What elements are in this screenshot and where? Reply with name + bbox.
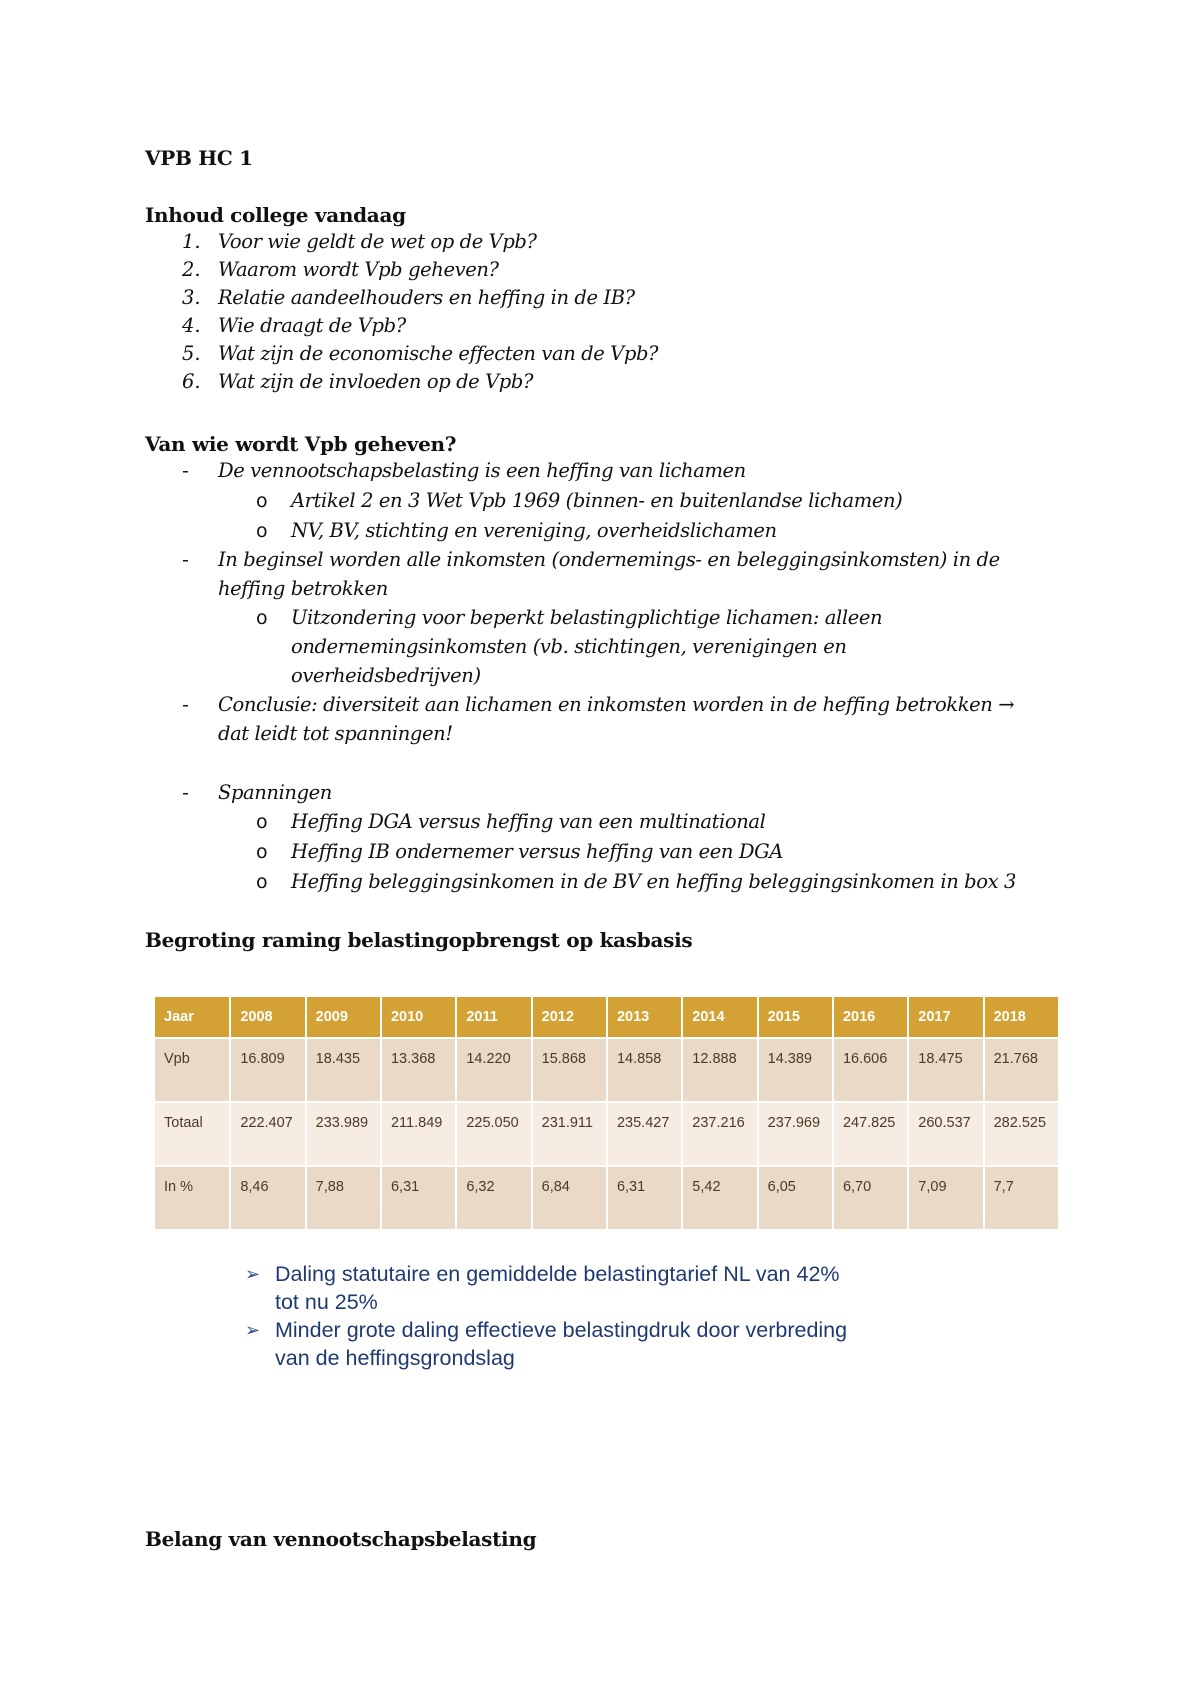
slide-bullet-item [245, 1260, 847, 1316]
circle-bullet: o [256, 490, 268, 512]
list-text: Wat zijn de economische effecten van de Vpb? [218, 342, 659, 365]
table-cell: 18.435 [306, 1038, 381, 1102]
table-cell: 5,42 [682, 1166, 757, 1229]
table-header-cell: 2014 [682, 997, 757, 1038]
table-cell: 14.220 [456, 1038, 531, 1102]
table-cell: 6,05 [758, 1166, 833, 1229]
table-cell: 247.825 [833, 1102, 908, 1166]
dash-bullet: - [182, 549, 189, 571]
table-header-cell: 2010 [381, 997, 456, 1038]
arrow-bullet-icon: ➢ [245, 1320, 261, 1340]
budget-heading: Begroting raming belastingopbrengst op kasbasis [145, 928, 693, 952]
table-cell: 7,7 [984, 1166, 1059, 1229]
table-cell: 282.525 [984, 1102, 1059, 1166]
slide-bullet-text-continuation: van de heffingsgrondslag [275, 1346, 515, 1370]
table-header-cell: 2018 [984, 997, 1059, 1038]
dash-bullet: - [182, 694, 189, 716]
table-cell: 6,31 [607, 1166, 682, 1229]
sub-bullet-text: Heffing IB ondernemer versus heffing van een DGA [291, 840, 783, 863]
sub-bullet-text: Heffing beleggingsinkomen in de BV en heffing beleggingsinkomen in box 3 [291, 870, 1016, 893]
table-header-cell: 2012 [532, 997, 607, 1038]
list-number: 4. [182, 314, 201, 337]
table-cell: 260.537 [908, 1102, 983, 1166]
table-cell: 12.888 [682, 1038, 757, 1102]
table-header-cell: 2015 [758, 997, 833, 1038]
who-heading: Van wie wordt Vpb geheven? [145, 432, 457, 456]
sub-bullet-text: NV, BV, stichting en vereniging, overheidslichamen [291, 519, 777, 542]
bullet-text: In beginsel worden alle inkomsten (ondernemings- en beleggingsinkomsten) in de [218, 548, 1000, 571]
table-row [155, 1038, 1059, 1102]
circle-bullet: o [256, 811, 268, 833]
table-cell: 16.606 [833, 1038, 908, 1102]
table-header-cell: 2009 [306, 997, 381, 1038]
table-cell: 18.475 [908, 1038, 983, 1102]
table-cell: 8,46 [230, 1166, 305, 1229]
dash-bullet: - [182, 460, 189, 482]
table-header-cell: 2013 [607, 997, 682, 1038]
importance-heading: Belang van vennootschapsbelasting [145, 1527, 537, 1551]
contents-heading: Inhoud college vandaag [145, 203, 406, 227]
bullet-text: De vennootschapsbelasting is een heffing van lichamen [218, 459, 746, 482]
sub-bullet-text-continuation: ondernemingsinkomsten (vb. stichtingen, verenigingen en [291, 635, 847, 658]
circle-bullet: o [256, 607, 268, 629]
slide-bullet-text-continuation: tot nu 25% [275, 1290, 378, 1314]
list-text: Relatie aandeelhouders en heffing in de IB? [218, 286, 635, 309]
sub-bullet-text: Uitzondering voor beperkt belastingplichtige lichamen: alleen [291, 606, 883, 629]
table-cell: 21.768 [984, 1038, 1059, 1102]
table-cell: 7,09 [908, 1166, 983, 1229]
list-number: 5. [182, 342, 201, 365]
list-text: Wie draagt de Vpb? [218, 314, 406, 337]
sub-bullet-text: Heffing DGA versus heffing van een multinational [291, 810, 766, 833]
table-cell: 6,32 [456, 1166, 531, 1229]
table-header-row [155, 997, 1059, 1038]
list-text: Wat zijn de invloeden op de Vpb? [218, 370, 533, 393]
table-cell: 225.050 [456, 1102, 531, 1166]
table-cell: In % [155, 1166, 230, 1229]
table-cell: 211.849 [381, 1102, 456, 1166]
bullet-text: Conclusie: diversiteit aan lichamen en inkomsten worden in de heffing betrokken → [218, 693, 1015, 716]
table-cell: 237.216 [682, 1102, 757, 1166]
circle-bullet: o [256, 871, 268, 893]
dash-bullet: - [182, 782, 189, 804]
table-cell: 14.858 [607, 1038, 682, 1102]
slide-bullet-text: Minder grote daling effectieve belastingdruk door verbreding [275, 1318, 848, 1342]
document-title: VPB HC 1 [145, 146, 253, 170]
bullet-text-continuation: dat leidt tot spanningen! [218, 722, 453, 745]
slide-bullets [245, 1260, 847, 1372]
list-number: 6. [182, 370, 201, 393]
table-cell: 6,31 [381, 1166, 456, 1229]
slide-bullet-item [245, 1316, 847, 1372]
list-number: 1. [182, 230, 201, 253]
table-header-cell: Jaar [155, 997, 230, 1038]
table-cell: 7,88 [306, 1166, 381, 1229]
list-text: Voor wie geldt de wet op de Vpb? [218, 230, 537, 253]
table-cell: 6,70 [833, 1166, 908, 1229]
circle-bullet: o [256, 841, 268, 863]
table-cell: 233.989 [306, 1102, 381, 1166]
table-cell: 222.407 [230, 1102, 305, 1166]
table-cell: 14.389 [758, 1038, 833, 1102]
table-row [155, 1166, 1059, 1229]
table-cell: 15.868 [532, 1038, 607, 1102]
table-header-cell: 2016 [833, 997, 908, 1038]
arrow-bullet-icon: ➢ [245, 1264, 261, 1284]
table-cell: 16.809 [230, 1038, 305, 1102]
table-cell: Vpb [155, 1038, 230, 1102]
table-cell: 237.969 [758, 1102, 833, 1166]
bullet-text: Spanningen [218, 781, 332, 804]
list-text: Waarom wordt Vpb geheven? [218, 258, 499, 281]
table-cell: 235.427 [607, 1102, 682, 1166]
slide-bullet-text: Daling statutaire en gemiddelde belastingtarief NL van 42% [275, 1262, 840, 1286]
table-cell: 231.911 [532, 1102, 607, 1166]
tax-revenue-table [155, 997, 1060, 1229]
table-cell: 6,84 [532, 1166, 607, 1229]
table-cell: 13.368 [381, 1038, 456, 1102]
table-header-cell: 2011 [456, 997, 531, 1038]
sub-bullet-text-continuation: overheidsbedrijven) [291, 664, 481, 687]
list-number: 2. [182, 258, 201, 281]
table-row [155, 1102, 1059, 1166]
table-header-cell: 2017 [908, 997, 983, 1038]
circle-bullet: o [256, 520, 268, 542]
table-header-cell: 2008 [230, 997, 305, 1038]
bullet-text-continuation: heffing betrokken [218, 577, 388, 600]
table-cell: Totaal [155, 1102, 230, 1166]
list-number: 3. [182, 286, 201, 309]
sub-bullet-text: Artikel 2 en 3 Wet Vpb 1969 (binnen- en buitenlandse lichamen) [291, 489, 903, 512]
